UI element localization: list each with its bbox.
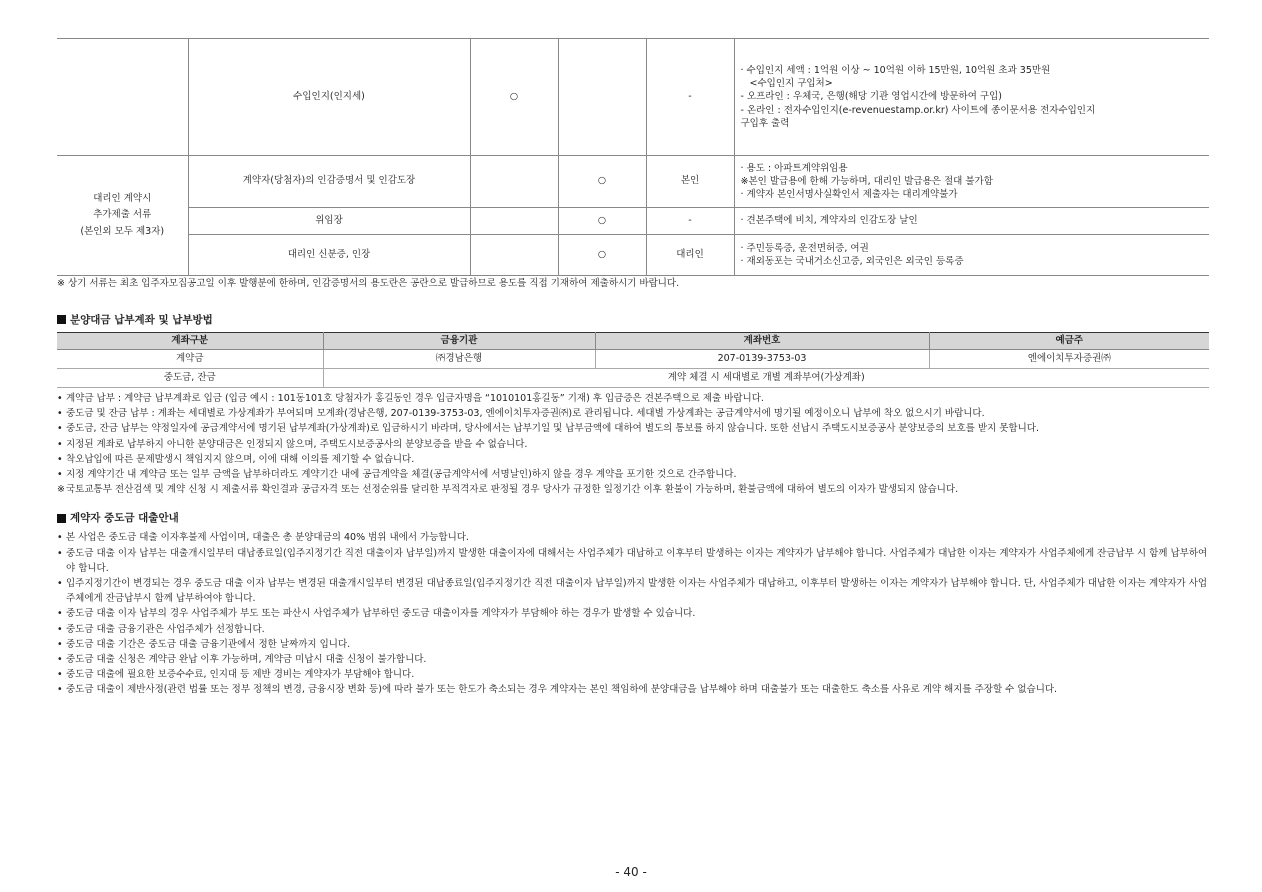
list-item-text: 중도금 대출 기간은 중도금 대출 금융기관에서 정한 날짜까지 입니다.	[66, 638, 351, 650]
table-row	[57, 235, 1209, 276]
list-item: • 중도금 대출 신청은 계약금 완납 이후 가능하며, 계약금 미납시 대출 신청이 불가합니다.	[57, 653, 427, 665]
list-item: • 중도금 대출 이자 납부는 대출개시일부터 대납종료일(입주지정기간 직전 대출이자 납부일)까지 발생한 대출이자에 대해서는 사업주체가 대납하고 이후부터 발생하는 이자는 계약자가 납부해야 합니다. 사업주체가 대납한 이자는 계약자가 사업주체에게 잔금납부 시 함께 납부하여야 합니다.	[57, 547, 1208, 574]
list-item	[57, 406, 1209, 421]
table-row	[57, 368, 1209, 387]
section-heading	[57, 511, 1209, 525]
note-line: · 주민등록증, 운전면허증, 여권	[740, 242, 869, 254]
note-line: ※본인 발급용에 한해 가능하며, 대리인 발급용은 절대 불가함	[740, 175, 993, 187]
list-item: • 중도금 대출 금융기관은 사업주체가 선정합니다.	[57, 623, 265, 635]
bullet-mark: •	[57, 392, 63, 404]
list-item-text: 계약금 납부 : 계약금 납부계좌로 입금 (입금 예시 : 101동101호 당첨자가 홍길동인 경우 입금자명을 “1010101홍길동” 기재) 후 입금증은 견본주택으로 제출 바랍니다.	[66, 392, 764, 404]
circle-mark: ○	[558, 156, 646, 208]
table-cell: 계약 체결 시 세대별로 개별 계좌부여(가상계좌)	[323, 368, 1209, 387]
table-row	[57, 349, 1209, 368]
list-item	[57, 391, 1209, 406]
note-line: · 재외동포는 국내거소신고증, 외국인은 외국인 등록증	[740, 256, 964, 267]
table-cell: ㈜경남은행	[323, 349, 595, 368]
note-cell	[734, 208, 1209, 235]
section-title: 분양대금 납부계좌 및 납부방법	[70, 313, 213, 326]
empty-cell	[558, 39, 646, 156]
loan-notes-list	[57, 530, 1209, 697]
list-item-text: 중도금, 잔금 납부는 약정일자에 공급계약서에 명기된 납부계좌(가상계좌)로 입금하시기 바라며, 당사에서는 납부기일 및 납부금액에 대하여 별도의 통보를 하지 않습니다. 또한 선납시 주택도시보증공사 분양보증의 보호를 받지 못합니다.	[66, 423, 1039, 435]
group-cell	[57, 39, 188, 156]
table-cell: 중도금, 잔금	[57, 368, 323, 387]
list-item	[57, 437, 1209, 452]
list-item	[57, 467, 1209, 482]
list-item-text: 지정 계약기간 내 계약금 또는 일부 금액을 납부하더라도 계약기간 내에 공급계약을 체결(공급계약서에 서명날인)하지 않을 경우 계약을 포기한 것으로 간주합니다.	[66, 468, 737, 480]
section-title: 계약자 중도금 대출안내	[70, 512, 179, 525]
circle-mark: ○	[470, 39, 558, 156]
list-item-text: 착오납입에 따른 문제발생시 책임지지 않으며, 이에 대해 이의를 제기할 수 없습니다.	[66, 453, 415, 465]
list-item: • 중도금 대출 기간은 중도금 대출 금융기관에서 정한 날짜까지 입니다.	[57, 638, 351, 650]
group-label-line: 추가제출 서류	[93, 209, 152, 221]
circle-mark: ○	[558, 235, 646, 276]
column-header: 예금주	[929, 332, 1209, 349]
note-line: · 견본주택에 비치, 계약자의 인감도장 날인	[740, 215, 918, 227]
note-line: <수입인지 구입처>	[749, 78, 833, 90]
list-item-text: 중도금 대출 이자 납부의 경우 사업주체가 부도 또는 파산시 사업주체가 납부하던 중도금 대출이자를 계약자가 부담해야 하는 경우가 발생할 수 있습니다.	[66, 608, 696, 620]
circle-mark: ○	[558, 208, 646, 235]
bullet-mark: •	[57, 408, 63, 420]
list-item-text: 본 사업은 중도금 대출 이자후불제 사업이며, 대출은 총 분양대금의 40% 범위 내에서 가능합니다.	[66, 532, 469, 544]
table-row	[57, 39, 1209, 156]
list-item-text: 중도금 대출 신청은 계약금 완납 이후 가능하며, 계약금 미납시 대출 신청이 불가합니다.	[66, 653, 427, 665]
note-cell	[734, 156, 1209, 208]
note-line: · 계약자 본인서명사실확인서 제출자는 대리계약불가	[740, 189, 958, 201]
list-item-text: 중도금 대출 이자 납부는 대출개시일부터 대납종료일(입주지정기간 직전 대출이자 납부일)까지 발생한 대출이자에 대해서는 사업주체가 대납하고 이후부터 발생하는 이자는 계약자가 납부해야 합니다. 사업주체가 대납한 이자는 계약자가 사업주체에게 잔금납부 시 함께 납부하여야 합니다.	[66, 547, 1208, 574]
list-item-text: 중도금 및 잔금 납부 : 계좌는 세대별로 가상계좌가 부여되며 모계좌(경남은행, 207-0139-3753-03, 엔에이치투자증권㈜)로 관리됩니다. 세대별 가상계좌는 공급계약서에 명기될 예정이오니 납부에 착오 없으시기 바랍니다.	[66, 408, 985, 420]
issuer-cell: 본인	[646, 156, 734, 208]
note-cell	[734, 235, 1209, 276]
note-line: - 온라인 : 전자수입인지(e-revenuestamp.or.kr) 사이트에 종이문서용 전자수입인지	[740, 104, 1096, 116]
issuer-cell: 대리인	[646, 235, 734, 276]
document-page	[57, 38, 1209, 698]
document-name: 위임장	[188, 208, 470, 235]
table-cell: 207-0139-3753-03	[595, 349, 929, 368]
list-item: • 본 사업은 중도금 대출 이자후불제 사업이며, 대출은 총 분양대금의 40% 범위 내에서 가능합니다.	[57, 532, 469, 544]
documents-footnote: ※ 상기 서류는 최초 입주자모집공고일 이후 발행분에 한하며, 인감증명서의 용도란은 공란으로 발급하므로 용도를 직접 기재하여 제출하시기 바랍니다.	[57, 278, 680, 289]
note-line: 구입후 출력	[740, 117, 790, 129]
bullet-mark: •	[57, 453, 63, 465]
list-item: • 중도금 대출에 필요한 보증수수료, 인지대 등 제반 경비는 계약자가 부담해야 합니다.	[57, 669, 415, 681]
payment-notes-list	[57, 391, 1209, 497]
table-row	[57, 156, 1209, 208]
table-row	[57, 208, 1209, 235]
document-name: 대리인 신분증, 인장	[188, 235, 470, 276]
list-item-text: 입주지정기간이 변경되는 경우 중도금 대출 이자 납부는 변경된 대출개시일부터 변경된 대납종료일(입주지정기간 직전 대출이자 납부일)까지 발생한 이자는 사업주체가 대납하고, 이후부터 발생하는 이자는 계약자가 납부해야 합니다. 단, 사업주체가 대납한 이자는 계약자가 사업주체에게 잔금납부시 함께 납부하여야 합니다.	[66, 578, 1208, 605]
issuer-cell: -	[646, 39, 734, 156]
bullet-mark: •	[57, 438, 63, 450]
note-line: · 용도 : 아파트계약위임용	[740, 162, 848, 174]
list-item-text: 지정된 계좌로 납부하지 아니한 분양대금은 인정되지 않으며, 주택도시보증공사의 분양보증을 받을 수 없습니다.	[66, 438, 528, 450]
document-name: 수입인지(인지세)	[188, 39, 470, 156]
group-label-line: 대리인 계약시	[93, 193, 152, 205]
list-item	[57, 482, 1209, 497]
note-cell	[734, 39, 1209, 156]
column-header: 금융기관	[323, 332, 595, 349]
bullet-mark: ※	[57, 484, 65, 496]
group-label-line: (본인외 모두 제3자)	[80, 225, 165, 237]
payment-account-table	[57, 332, 1209, 388]
table-cell: 엔에이치투자증권㈜	[929, 349, 1209, 368]
bullet-mark: •	[57, 423, 63, 435]
table-cell: 계약금	[57, 349, 323, 368]
page-number: - 40 -	[615, 865, 647, 879]
list-item	[57, 452, 1209, 467]
column-header: 계좌번호	[595, 332, 929, 349]
list-item-text: 중도금 대출이 제반사정(관련 법률 또는 정부 정책의 변경, 금융시장 변화 등)에 따라 불가 또는 한도가 축소되는 경우 계약자는 본인 책임하에 분양대금을 납부해야 하며 대출불가 또는 대출한도 축소를 사유로 계약 해지를 주장할 수 없습니다.	[66, 684, 1058, 696]
empty-cell	[470, 156, 558, 208]
square-bullet-icon	[57, 514, 66, 523]
proxy-group-label	[57, 156, 188, 276]
document-name: 계약자(당첨자)의 인감증명서 및 인감도장	[188, 156, 470, 208]
list-item-text: 중도금 대출에 필요한 보증수수료, 인지대 등 제반 경비는 계약자가 부담해야 합니다.	[66, 669, 415, 681]
section-heading	[57, 313, 1209, 327]
square-bullet-icon	[57, 315, 66, 324]
bullet-mark: •	[57, 468, 63, 480]
empty-cell	[470, 208, 558, 235]
column-header: 계좌구분	[57, 332, 323, 349]
note-line: · 수입인지 세액 : 1억원 이상 ~ 10억원 이하 15만원, 10억원 초과 35만원	[740, 64, 1051, 76]
list-item	[57, 421, 1209, 436]
list-item: • 입주지정기간이 변경되는 경우 중도금 대출 이자 납부는 변경된 대출개시일부터 변경된 대납종료일(입주지정기간 직전 대출이자 납부일)까지 발생한 이자는 사업주체가 대납하고, 이후부터 발생하는 이자는 계약자가 납부해야 합니다. 단, 사업주체가 대납한 이자는 계약자가 사업주체에게 잔금납부시 함께 납부하여야 합니다.	[57, 578, 1208, 605]
list-item-text: 중도금 대출 금융기관은 사업주체가 선정합니다.	[66, 623, 265, 635]
empty-cell	[470, 235, 558, 276]
list-item: • 중도금 대출이 제반사정(관련 법률 또는 정부 정책의 변경, 금융시장 변화 등)에 따라 불가 또는 한도가 축소되는 경우 계약자는 본인 책임하에 분양대금을 납부해야 하며 대출불가 또는 대출한도 축소를 사유로 계약 해지를 주장할 수 없습니다.	[57, 684, 1058, 696]
table-header-row	[57, 332, 1209, 349]
required-documents-table	[57, 38, 1209, 276]
note-line: - 오프라인 : 우체국, 은행(해당 기관 영업시간에 방문하여 구입)	[740, 91, 1002, 103]
list-item-text: 국토교통부 전산검색 및 계약 신청 시 제출서류 확인결과 공급자격 또는 선정순위를 달리한 부적격자로 판정될 경우 당사가 규정한 일정기간 이후 환불이 가능하며, 환불금액에 대하여 별도의 이자가 발생되지 않습니다.	[66, 484, 959, 496]
list-item: • 중도금 대출 이자 납부의 경우 사업주체가 부도 또는 파산시 사업주체가 납부하던 중도금 대출이자를 계약자가 부담해야 하는 경우가 발생할 수 있습니다.	[57, 608, 696, 620]
issuer-cell: -	[646, 208, 734, 235]
